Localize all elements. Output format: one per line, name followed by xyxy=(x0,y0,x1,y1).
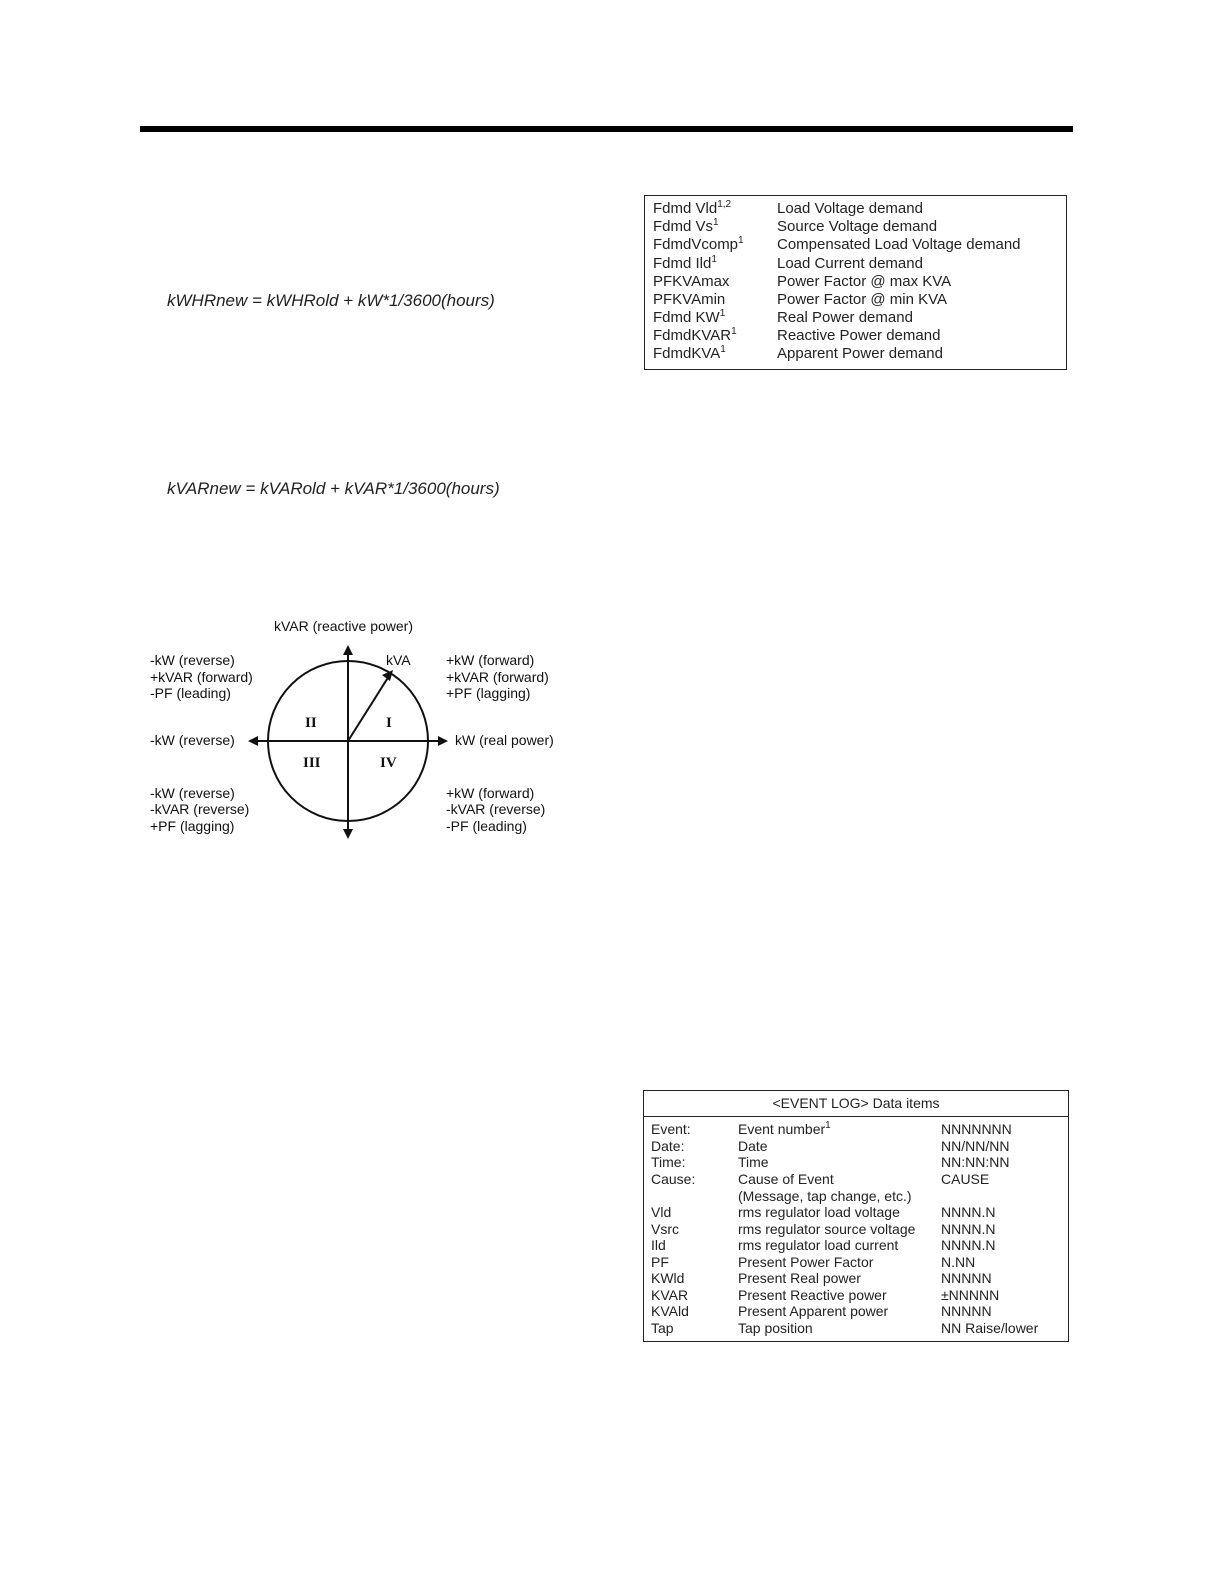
event-value: NNNN.N xyxy=(941,1204,996,1220)
upper-right-label: +PF (lagging) xyxy=(446,685,531,701)
demand-desc: Power Factor @ min KVA xyxy=(777,291,947,308)
upper-left-label: +kVAR (forward) xyxy=(150,669,253,685)
arrow-left-icon xyxy=(248,736,258,746)
event-desc: Present Power Factor xyxy=(738,1254,874,1270)
footnote-mark: 1 xyxy=(719,308,726,319)
event-desc: rms regulator load voltage xyxy=(738,1204,900,1220)
event-value: NNNN.N xyxy=(941,1221,996,1237)
event-desc: Present Apparent power xyxy=(738,1303,889,1319)
event-label: Cause: xyxy=(651,1171,696,1187)
event-value: NNNN.N xyxy=(941,1237,996,1253)
event-desc: Event number xyxy=(738,1121,826,1137)
demand-name: FdmdVcomp xyxy=(653,236,739,253)
footnote-mark: 1 xyxy=(720,344,726,355)
event-desc: Date xyxy=(738,1138,768,1154)
upper-right-label: +kVAR (forward) xyxy=(446,669,549,685)
footnote-mark: 1 xyxy=(738,235,744,246)
event-desc: (Message, tap change, etc.) xyxy=(738,1188,912,1204)
lower-left-label: +PF (lagging) xyxy=(150,818,235,834)
lower-right-label: -PF (leading) xyxy=(446,818,527,834)
footnote-mark: 1 xyxy=(713,217,719,228)
kwh-formula: kWHRnew = kWHRold + kW*1/3600(hours) xyxy=(167,291,495,310)
event-value: N.NN xyxy=(941,1254,976,1270)
arrow-up-icon xyxy=(343,645,353,655)
demand-name: FdmdKVAR xyxy=(653,327,732,344)
upper-right-label: +kW (forward) xyxy=(446,652,535,668)
event-label: KWld xyxy=(651,1270,685,1286)
demand-name: FdmdKVA xyxy=(653,345,721,362)
event-label: PF xyxy=(651,1254,669,1270)
event-log-title: <EVENT LOG> Data items xyxy=(644,1091,1068,1117)
quadrant-iv-label: IV xyxy=(380,755,397,771)
event-label: Vsrc xyxy=(651,1221,679,1237)
demand-desc: Load Current demand xyxy=(777,255,923,272)
demand-desc: Apparent Power demand xyxy=(777,345,943,362)
demand-desc: Power Factor @ max KVA xyxy=(777,273,952,290)
header-rule xyxy=(140,126,1073,132)
event-label: Date: xyxy=(651,1138,685,1154)
event-value: NNNNNNN xyxy=(941,1121,1012,1137)
event-desc: Present Real power xyxy=(738,1270,861,1286)
event-desc: rms regulator source voltage xyxy=(738,1221,916,1237)
event-value: ±NNNNN xyxy=(941,1287,1000,1303)
lower-left-label: -kW (reverse) xyxy=(150,785,235,801)
demand-name: Fdmd Ild xyxy=(653,255,712,272)
demand-desc: Compensated Load Voltage demand xyxy=(777,236,1021,253)
top-axis-label: kVAR (reactive power) xyxy=(274,618,414,634)
demand-name: Fdmd Vs xyxy=(653,218,714,235)
demand-table xyxy=(644,195,1067,370)
vector-label: kVA xyxy=(386,652,411,668)
upper-left-label: -PF (leading) xyxy=(150,685,231,701)
demand-name: Fdmd Vld xyxy=(653,200,718,217)
demand-name: Fdmd KW xyxy=(653,309,720,326)
right-axis-label: kW (real power) xyxy=(455,732,554,748)
event-label: Vld xyxy=(651,1204,672,1220)
arrow-down-icon xyxy=(343,829,353,839)
event-value: NNNNN xyxy=(941,1270,992,1286)
power-quadrant-diagram xyxy=(140,610,580,850)
kva-vector xyxy=(348,676,389,741)
demand-desc: Source Voltage demand xyxy=(777,218,938,235)
event-value: NN Raise/lower xyxy=(941,1320,1039,1336)
event-log-table xyxy=(643,1090,1069,1342)
quadrant-ii-label: II xyxy=(305,715,317,731)
event-value: NNNNN xyxy=(941,1303,992,1319)
event-value: CAUSE xyxy=(941,1171,990,1187)
quadrant-i-label: I xyxy=(386,715,392,731)
event-label: KVAld xyxy=(651,1303,689,1319)
footnote-mark: 1 xyxy=(711,254,717,265)
footnote-mark: 1 xyxy=(825,1120,831,1131)
kvar-formula: kVARnew = kVARold + kVAR*1/3600(hours) xyxy=(167,479,500,498)
demand-desc: Real Power demand xyxy=(777,309,913,326)
event-desc: Tap position xyxy=(738,1320,813,1336)
left-axis-label: -kW (reverse) xyxy=(150,732,235,748)
event-label: Ild xyxy=(651,1237,666,1253)
event-label: Time: xyxy=(651,1154,686,1170)
upper-left-label: -kW (reverse) xyxy=(150,652,235,668)
lower-left-label: -kVAR (reverse) xyxy=(150,801,250,817)
quadrant-iii-label: III xyxy=(303,755,321,771)
arrow-right-icon xyxy=(438,736,448,746)
demand-name: PFKVAmax xyxy=(653,273,730,290)
event-desc: Cause of Event xyxy=(738,1171,834,1187)
event-desc: Present Reactive power xyxy=(738,1287,887,1303)
footnote-mark: 1 xyxy=(731,326,737,337)
footnote-mark: 1,2 xyxy=(717,199,732,210)
event-label: Tap xyxy=(651,1320,674,1336)
demand-desc: Reactive Power demand xyxy=(777,327,941,344)
lower-right-label: -kVAR (reverse) xyxy=(446,801,546,817)
event-label: KVAR xyxy=(651,1287,689,1303)
demand-name: PFKVAmin xyxy=(653,291,726,308)
demand-desc: Load Voltage demand xyxy=(777,200,923,217)
event-desc: rms regulator load current xyxy=(738,1237,899,1253)
event-label: Event: xyxy=(651,1121,691,1137)
event-value: NN:NN:NN xyxy=(941,1154,1010,1170)
event-value: NN/NN/NN xyxy=(941,1138,1010,1154)
event-desc: Time xyxy=(738,1154,769,1170)
lower-right-label: +kW (forward) xyxy=(446,785,535,801)
